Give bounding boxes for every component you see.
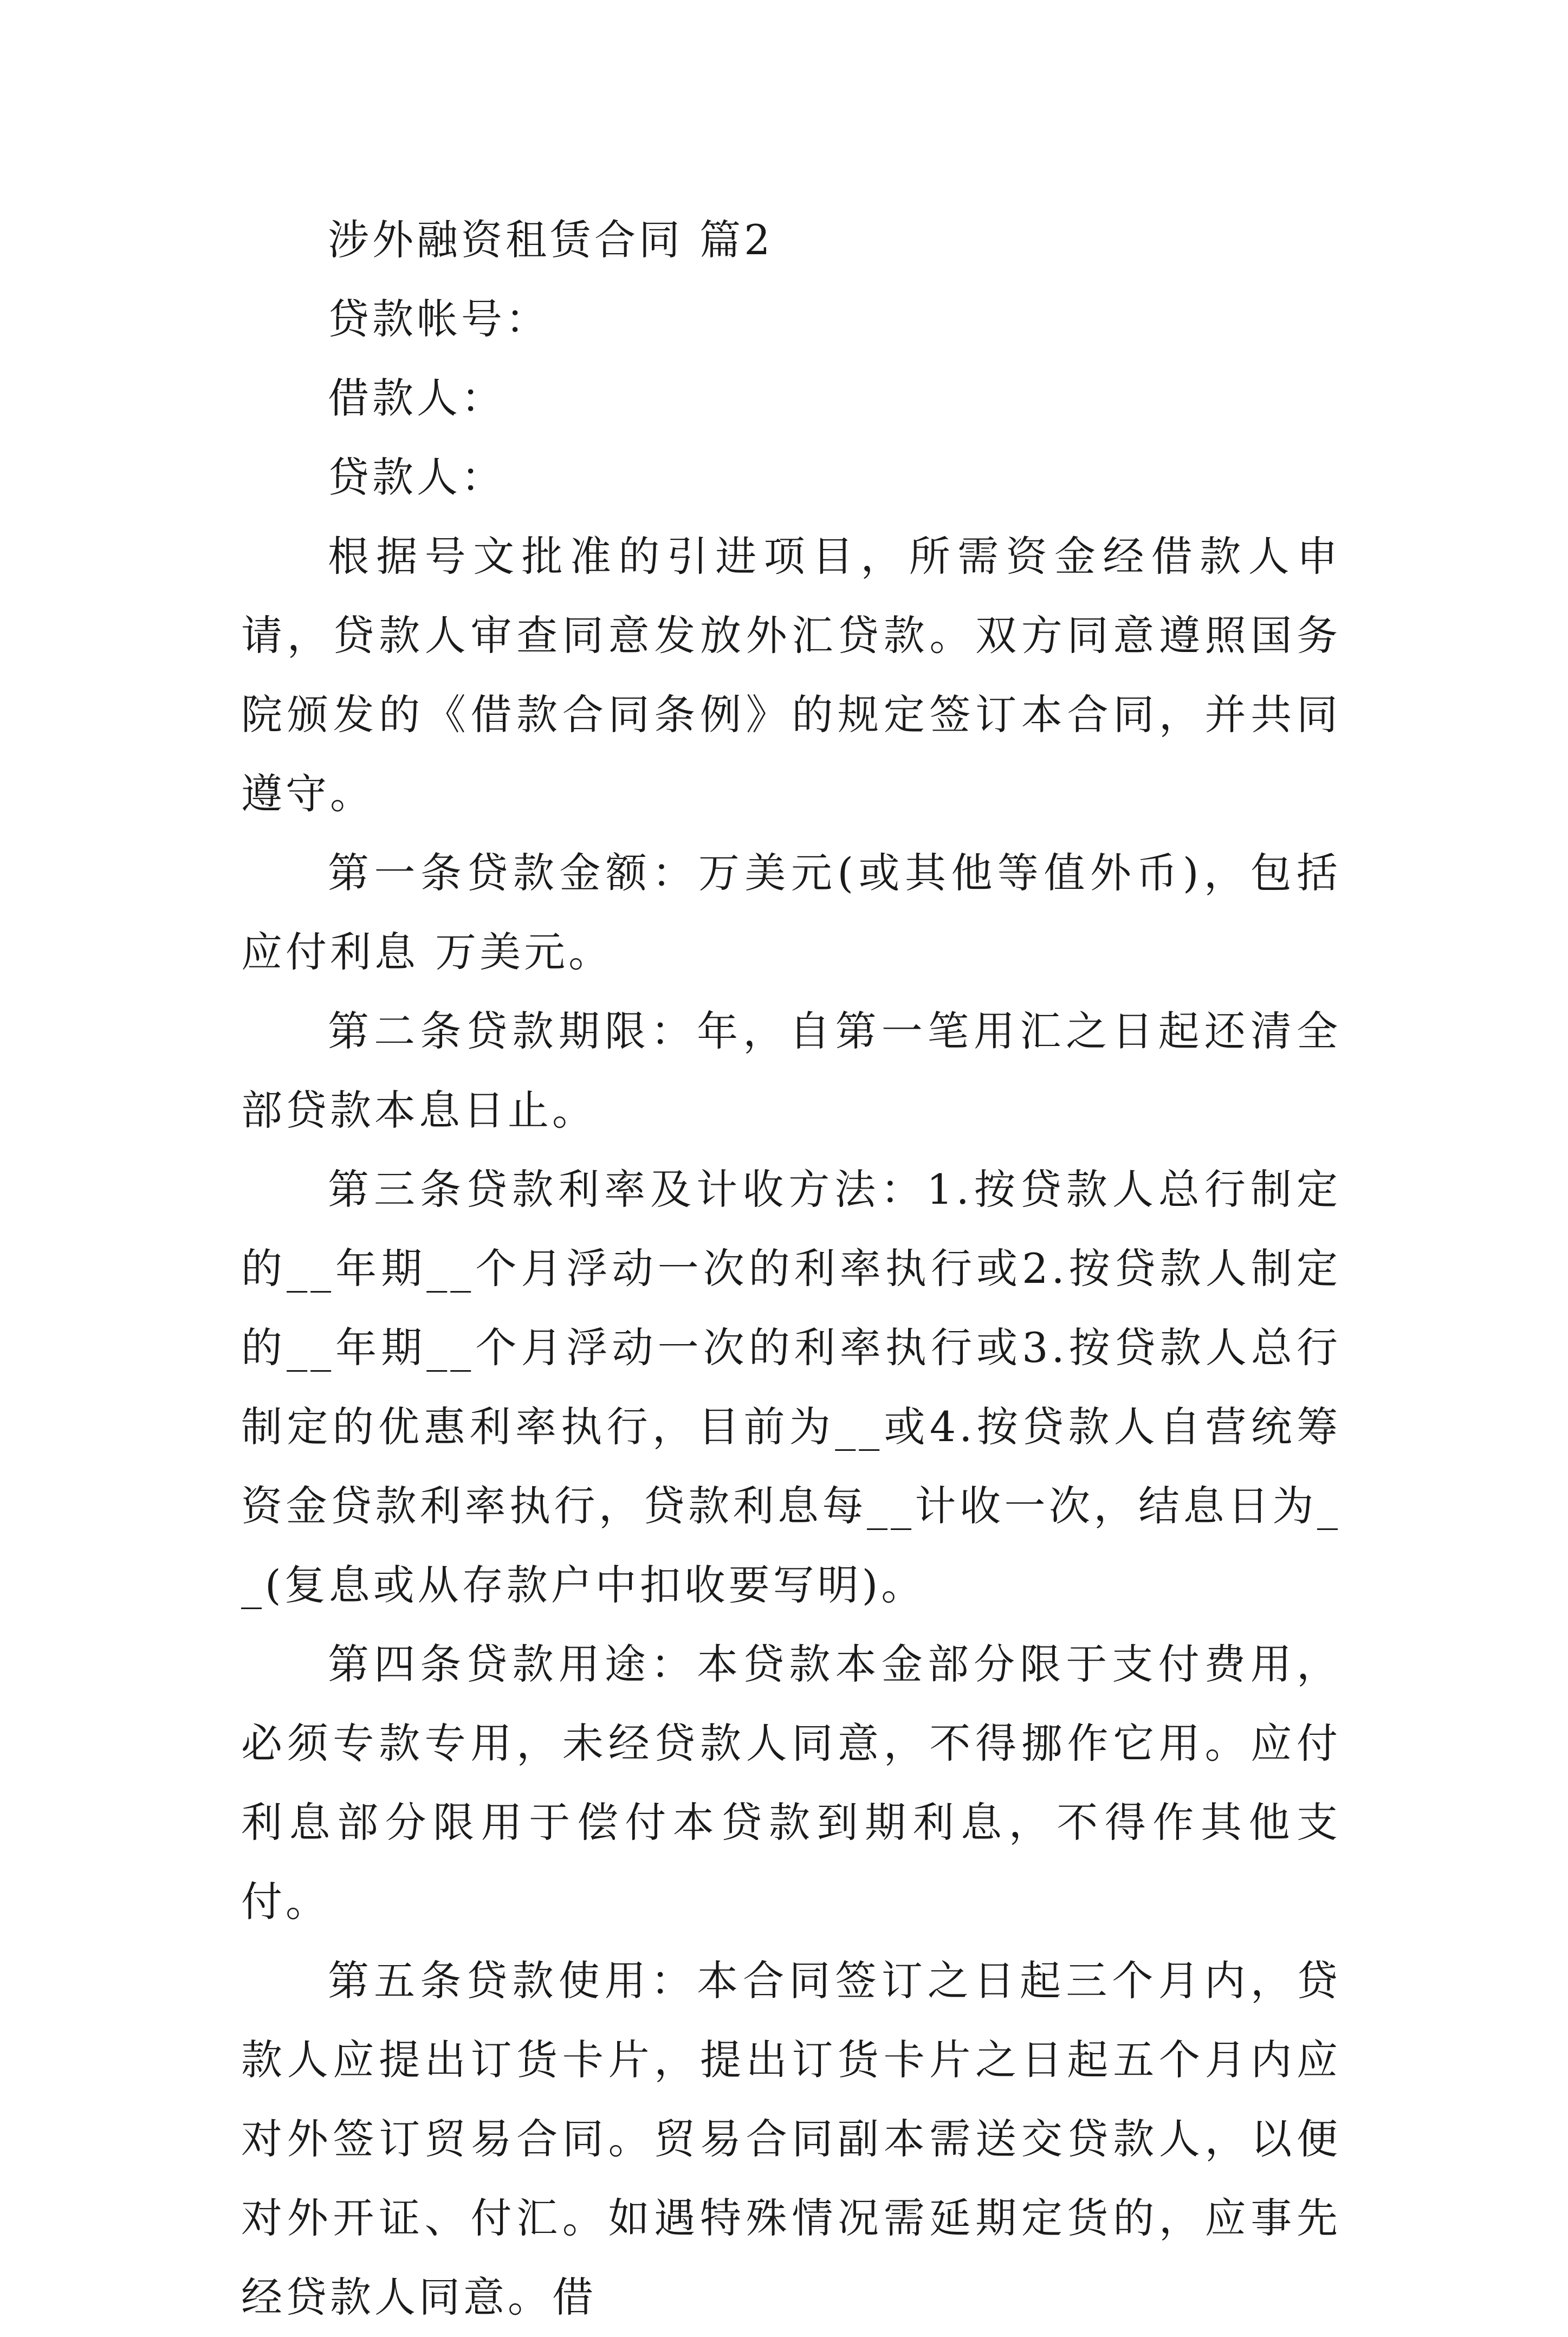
paragraph-article-4: 第四条贷款用途：本贷款本金部分限于支付费用，必须专款专用，未经贷款人同意，不得挪作它用。应付利息部分限用于偿付本贷款到期利息，不得作其他支付。 bbox=[241, 1640, 1341, 1926]
field-loan-account: 贷款帐号： bbox=[328, 295, 550, 343]
document-body bbox=[241, 201, 1341, 2337]
paragraph-article-5: 第五条贷款使用：本合同签订之日起三个月内，贷款人应提出订货卡片，提出订货卡片之日起五个月内应对外签订贸易合同。贸易合同副本需送交贷款人，以便对外开证、付汇。如遇特殊情况需延期定货的，应事先经贷款人同意。借 bbox=[241, 1957, 1341, 2321]
paragraph-article-1: 第一条贷款金额：万美元(或其他等值外币)，包括应付利息 万美元。 bbox=[241, 849, 1341, 976]
field-borrower: 借款人： bbox=[328, 374, 506, 422]
paragraph-article-3: 第三条贷款利率及计收方法：1.按贷款人总行制定的__年期__个月浮动一次的利率执行或2.按贷款人制定的__年期__个月浮动一次的利率执行或3.按贷款人总行制定的优惠利率执行，目前为__或4.按贷款人自营统筹资金贷款利率执行，贷款利息每__计收一次，结息日为__(复息或从存款户中扣收要写明)。 bbox=[241, 1165, 1341, 1609]
field-lender: 贷款人： bbox=[328, 453, 506, 501]
paragraph-article-2: 第二条贷款期限：年，自第一笔用汇之日起还清全部贷款本息日止。 bbox=[241, 1007, 1341, 1134]
document-title: 涉外融资租赁合同 篇2 bbox=[328, 216, 774, 264]
paragraph-preamble: 根据号文批准的引进项目，所需资金经借款人申请，贷款人审查同意发放外汇贷款。双方同意遵照国务院颁发的《借款合同条例》的规定签订本合同，并共同遵守。 bbox=[241, 532, 1341, 818]
